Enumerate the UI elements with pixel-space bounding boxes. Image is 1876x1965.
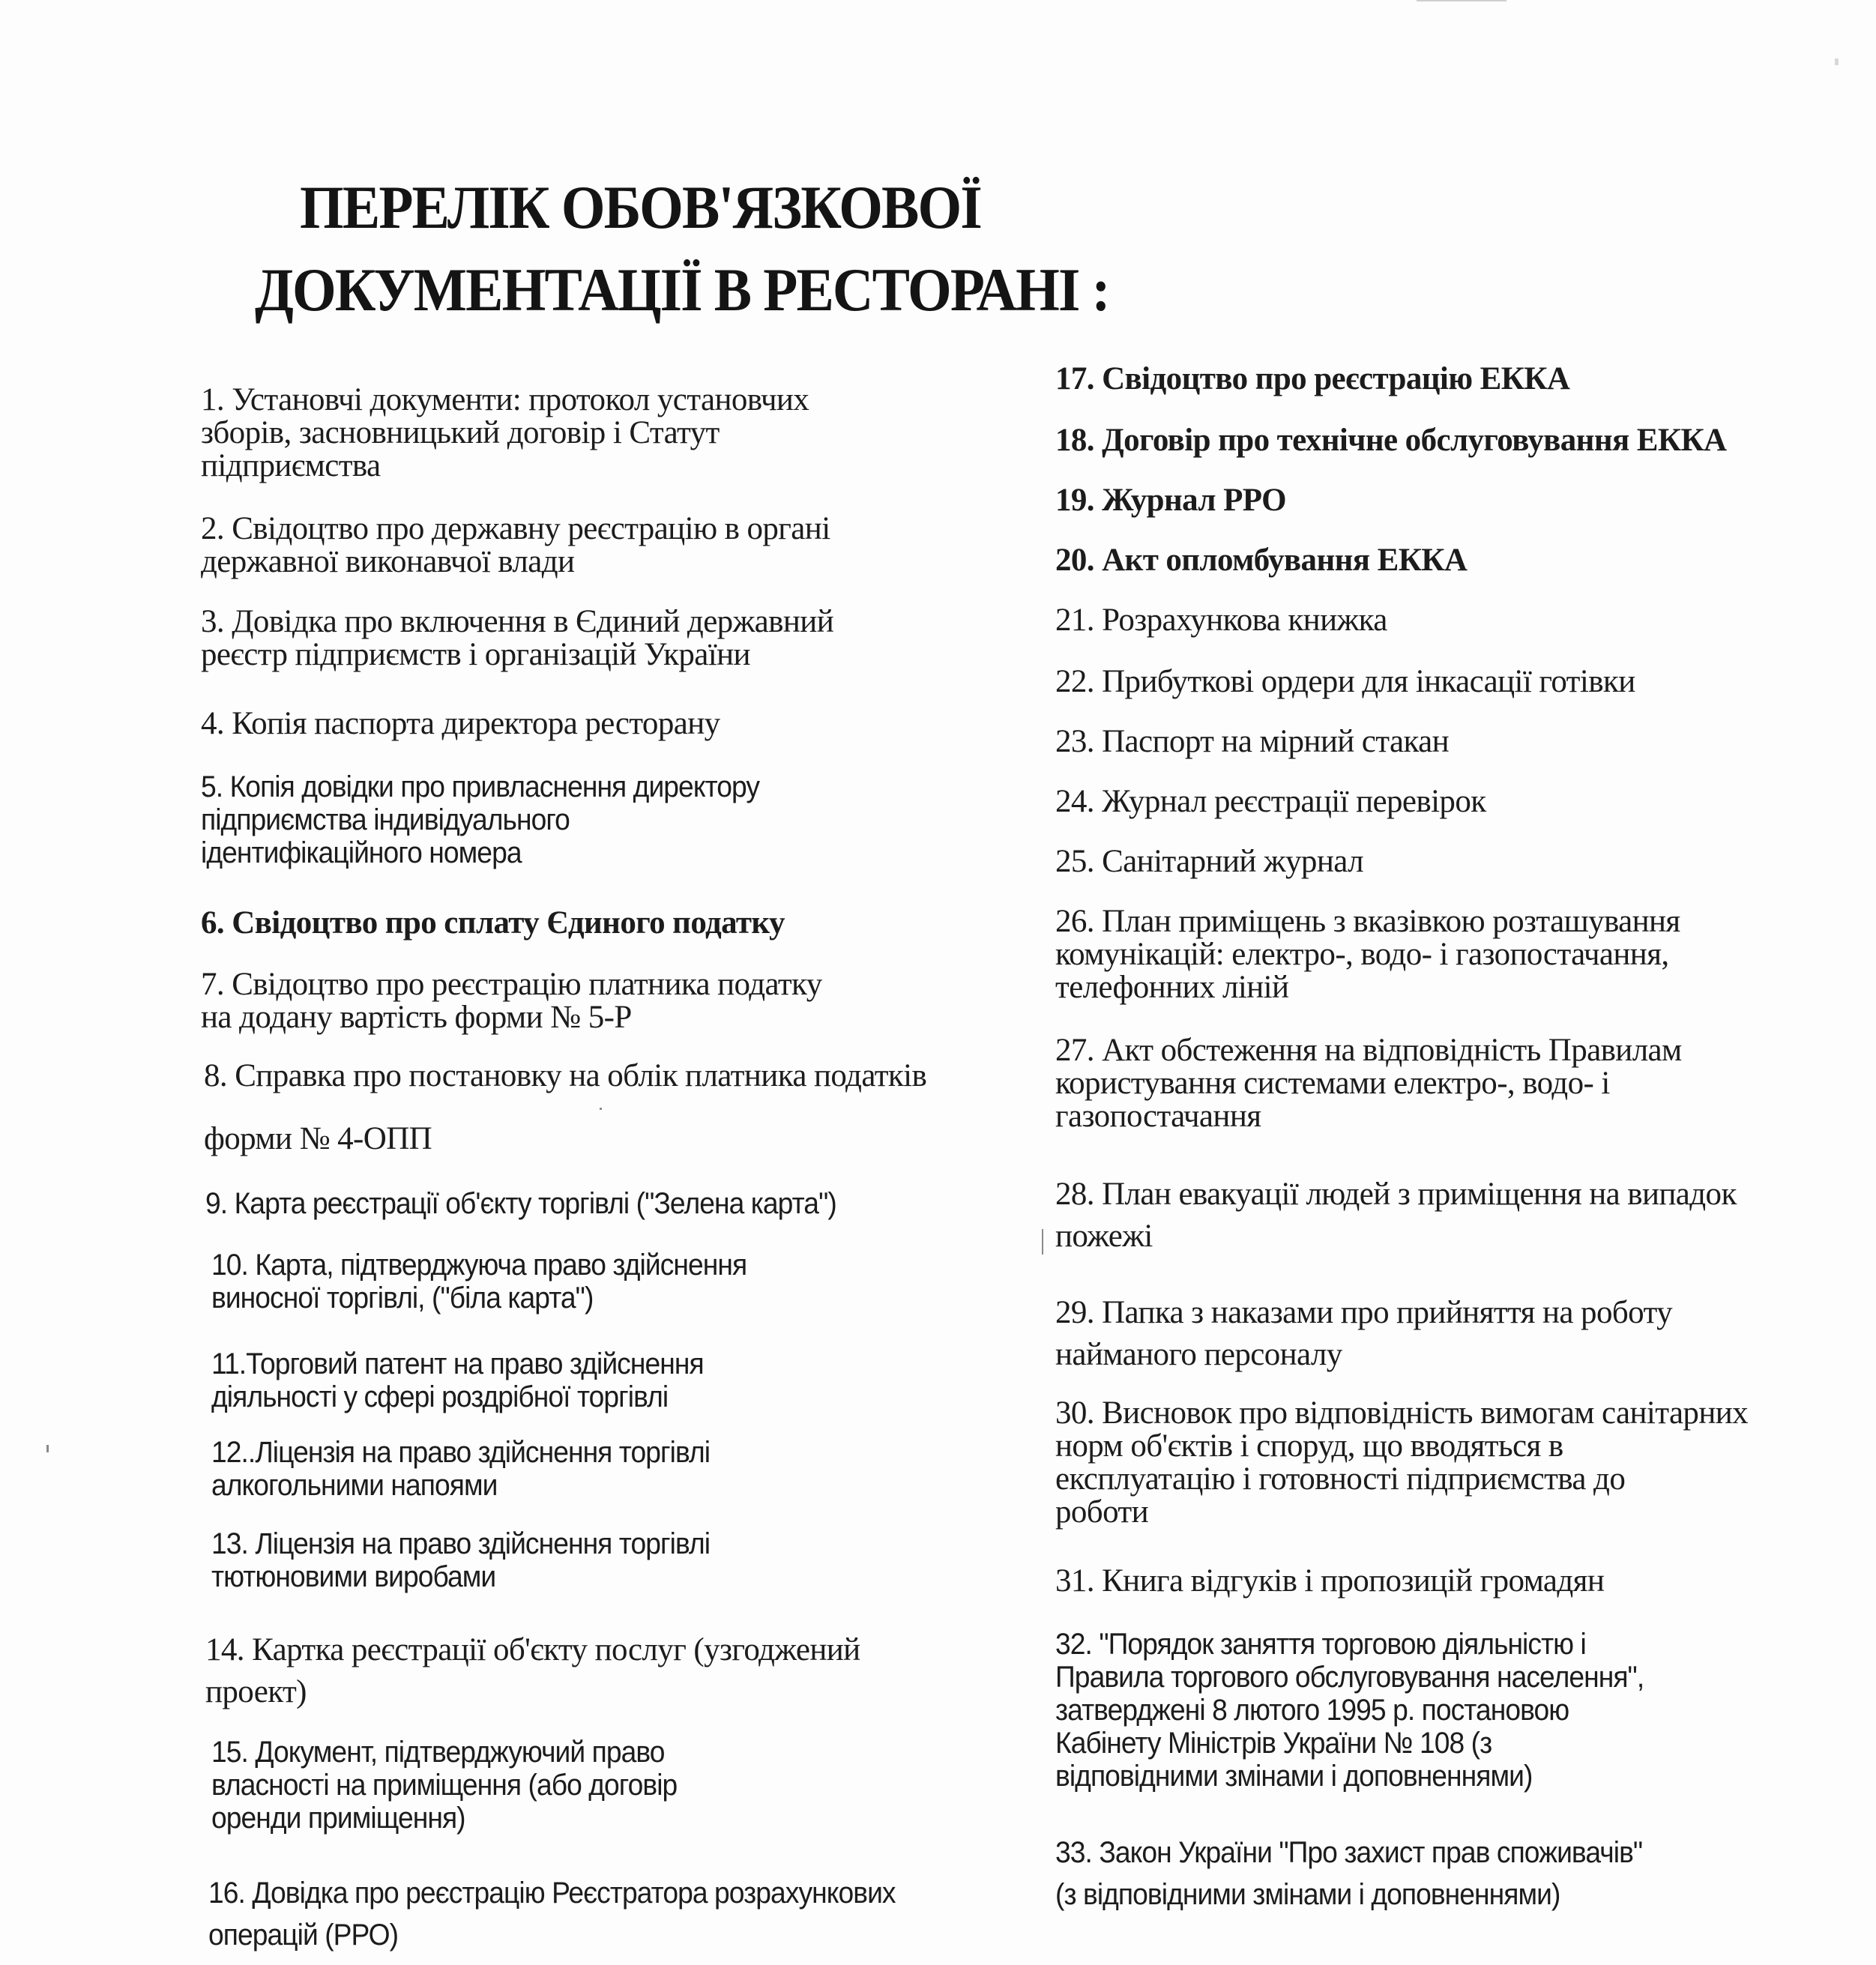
list-item: 30. Висновок про відповідність вимогам санітарних норм об'єктів і споруд, що вводяться в експлуатацію і готовності підприємства до роботи [1055, 1395, 1749, 1530]
list-item: 25. Санітарний журнал [1055, 844, 1363, 879]
list-item: 1. Установчі документи: протокол установчих зборів, засновницький договір і Статут підприємства [201, 382, 809, 483]
list-item: 32. "Порядок заняття торговою діяльністю і Правила торгового обслуговування населення", затверджені 8 лютого 1995 р. постановою Кабінету Міністрів України № 108 (з відповідними змінами і доповненнями) [1055, 1628, 1644, 1793]
page-title-line-2: ДОКУМЕНТАЦІЇ В РЕСТОРАНІ : [255, 256, 1109, 324]
list-item: 28. План евакуації людей з приміщення на випадок пожежі [1055, 1177, 1737, 1254]
list-item: 5. Копія довідки про привласнення директору підприємства індивідуального ідентифікаційного номера [201, 770, 760, 869]
page-title-line-1: ПЕРЕЛІК ОБОВ'ЯЗКОВОЇ [300, 173, 981, 241]
list-item: 21. Розрахункова книжка [1055, 603, 1387, 638]
list-item: 7. Свідоцтво про реєстрацію платника податку на додану вартість форми № 5-Р [201, 967, 822, 1035]
list-item: 20. Акт опломбування ЕККА [1055, 543, 1468, 578]
list-item: 14. Картка реєстрації об'єкту послуг (узгоджений проект) [205, 1632, 860, 1709]
list-item: 11.Торговий патент на право здійснення діяльності у сфері роздрібної торгівлі [211, 1347, 704, 1413]
list-item: форми № 4-ОПП [204, 1121, 432, 1156]
list-item: 23. Паспорт на мірний стакан [1055, 724, 1450, 759]
list-item: 8. Справка про постановку на облік платника податків [204, 1058, 927, 1093]
list-item: 16. Довідка про реєстрацію Реєстратора розрахункових операцій (РРО) [208, 1877, 896, 1952]
scan-speck [1417, 0, 1506, 1]
list-item: 4. Копія паспорта директора ресторану [201, 706, 720, 741]
list-item: 3. Довідка про включення в Єдиний державний реєстр підприємств і організацій України [201, 604, 834, 672]
list-item: 18. Договір про технічне обслуговування ЕККА [1055, 423, 1727, 458]
list-item: 26. План приміщень з вказівкою розташування комунікацій: електро-, водо- і газопостачання, телефонних ліній [1055, 904, 1680, 1005]
list-item: 17. Свідоцтво про реєстрацію ЕККА [1055, 361, 1570, 396]
list-item: 22. Прибуткові ордери для інкасації готівки [1055, 664, 1635, 699]
scan-speck [600, 1108, 602, 1110]
list-item: 6. Свідоцтво про сплату Єдиного податку [201, 905, 785, 941]
list-item: 24. Журнал реєстрації перевірок [1055, 784, 1486, 819]
scan-speck [1042, 1229, 1043, 1255]
list-item: 13. Ліцензія на право здійснення торгівлі тютюновими виробами [211, 1527, 711, 1593]
list-item: 10. Карта, підтверджуюча право здійснення виносної торгівлі, ("біла карта") [211, 1249, 747, 1314]
list-item: 12..Ліцензія на право здійснення торгівлі алкогольними напоями [211, 1436, 711, 1502]
list-item: 33. Закон України "Про захист прав споживачів" (з відповідними змінами і доповненнями) [1055, 1836, 1643, 1911]
list-item: 29. Папка з наказами про прийняття на роботу найманого персоналу [1055, 1295, 1672, 1372]
scan-speck [46, 1445, 49, 1452]
list-item: 2. Свідоцтво про державну реєстрацію в органі державної виконавчої влади [201, 511, 830, 579]
list-item: 19. Журнал РРО [1055, 483, 1287, 518]
list-item: 27. Акт обстеження на відповідність Правилам користування системами електро-, водо- і газопостачання [1055, 1033, 1682, 1134]
list-item: 31. Книга відгуків і пропозицій громадян [1055, 1563, 1605, 1599]
list-item: 9. Карта реєстрації об'єкту торгівлі ("Зелена карта") [205, 1187, 836, 1220]
scan-speck [1835, 58, 1839, 65]
list-item: 15. Документ, підтверджуючий право власності на приміщення (або договір оренди приміщення) [211, 1736, 678, 1835]
